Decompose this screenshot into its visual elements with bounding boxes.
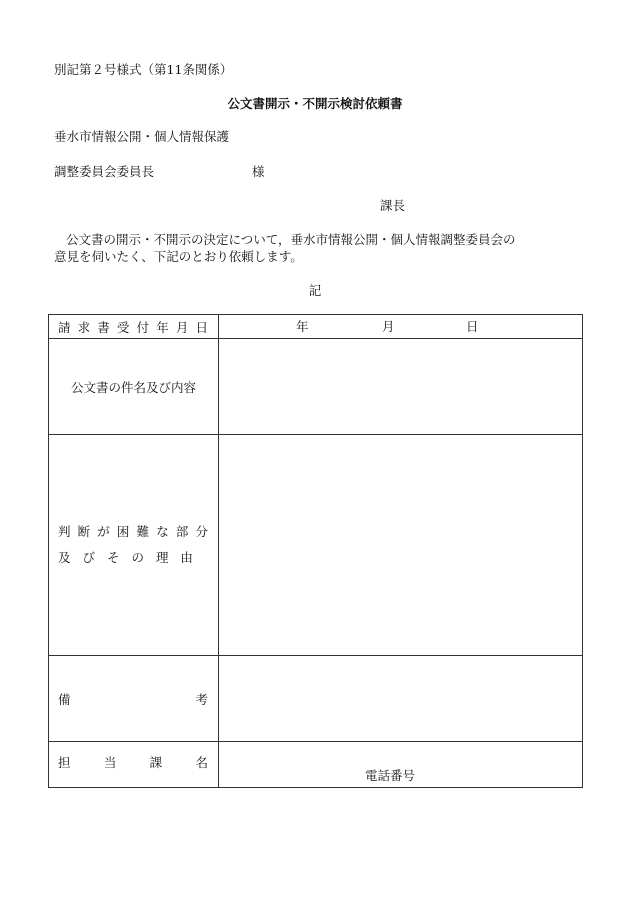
addressee-honorific: 様: [252, 164, 265, 179]
section-label: [49, 742, 219, 788]
difficult-part-row: [49, 435, 583, 656]
label-char: 担: [58, 754, 71, 770]
label-char: 課: [149, 754, 163, 770]
date-day-label: 日: [466, 319, 479, 334]
label-char: 難: [136, 524, 150, 539]
label-char: 日: [195, 319, 208, 335]
label-char: 月: [175, 319, 189, 335]
ki-heading: 記: [308, 283, 322, 298]
label-char: 備: [58, 691, 71, 707]
difficult-part-label: [49, 435, 219, 656]
label-char: の: [131, 549, 144, 565]
request-form-table: [48, 314, 583, 788]
label-char: 名: [195, 754, 208, 770]
phone-number-label: 電話番号: [365, 768, 416, 783]
label-char: び: [82, 549, 95, 565]
docname-field[interactable]: [219, 339, 583, 435]
label-char: 由: [180, 549, 193, 565]
addressee-line-1: 垂水市情報公開・個人情報保護: [54, 129, 230, 144]
label-char: 受: [116, 319, 130, 335]
addressee-line-2: 調整委員会委員長: [54, 164, 155, 179]
receipt-date-field[interactable]: [219, 315, 583, 339]
date-month-label: 月: [382, 319, 395, 334]
document-title: 公文書開示・不開示検討依頼書: [227, 96, 403, 111]
receipt-date-row: [49, 315, 583, 339]
body-text-line-1: 公文書の開示・不開示の決定について，垂水市情報公開・個人情報調整委員会の: [66, 232, 516, 247]
label-char: 考: [195, 691, 208, 707]
remarks-label: [49, 656, 219, 742]
label-char: 理: [155, 549, 169, 565]
label-char: 当: [103, 754, 117, 770]
label-char: 請: [58, 319, 71, 335]
label-char: そ: [106, 549, 120, 565]
body-text-line-2: 意見を伺いたく、下記のとおり依頼します。: [54, 249, 303, 264]
section-row: [49, 742, 583, 788]
date-year-label: 年: [296, 319, 309, 334]
docname-label-text: 公文書の件名及び内容: [70, 379, 196, 395]
sender-title: 課長: [380, 198, 406, 213]
label-char: が: [97, 524, 110, 539]
form-reference: 別記第２号様式（第11条関係）: [54, 62, 233, 77]
label-char: な: [156, 524, 169, 539]
label-char: 部: [175, 524, 189, 539]
label-char: 分: [195, 524, 208, 539]
docname-label: [49, 339, 219, 435]
section-field[interactable]: [219, 742, 583, 788]
label-char: 断: [77, 524, 91, 539]
docname-row: [49, 339, 583, 435]
remarks-field[interactable]: [219, 656, 583, 742]
label-char: 付: [136, 319, 150, 335]
difficult-part-field[interactable]: [219, 435, 583, 656]
label-char: 求: [77, 319, 91, 335]
label-char: 年: [156, 319, 169, 335]
remarks-row: [49, 656, 583, 742]
receipt-date-label: [49, 315, 219, 339]
label-char: 及: [58, 549, 71, 565]
label-char: 書: [97, 319, 110, 335]
label-char: 判: [58, 524, 71, 539]
label-char: 困: [116, 524, 130, 539]
